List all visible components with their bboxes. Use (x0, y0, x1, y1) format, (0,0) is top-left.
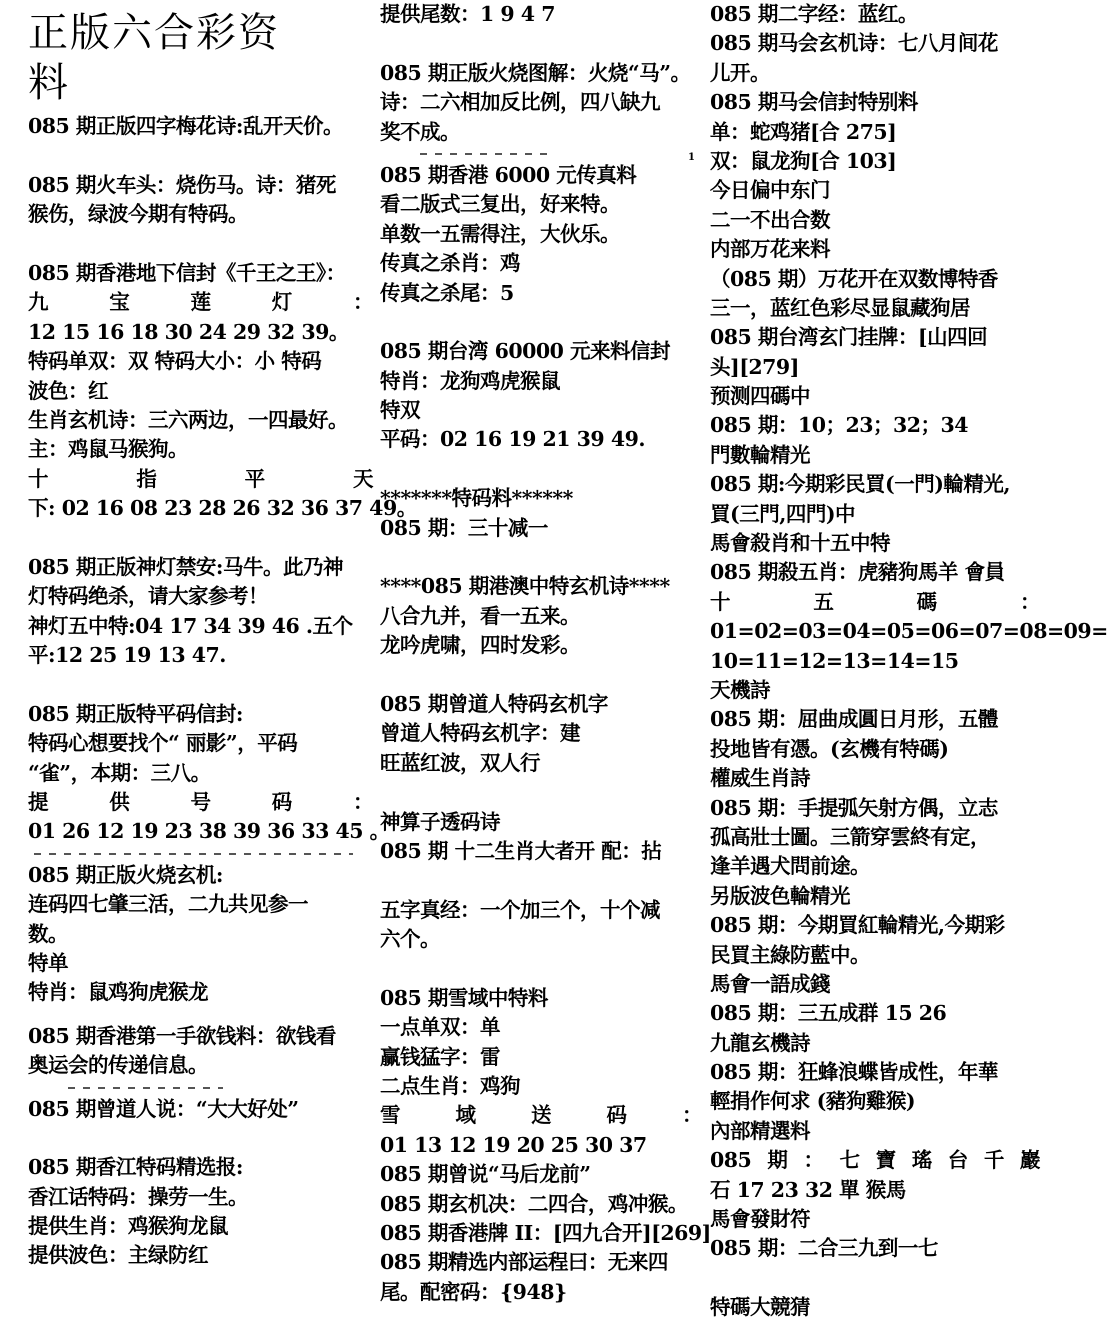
text-line: 特双 (380, 398, 420, 423)
text-line: 085 期 十二生肖大者开 配：拈 (380, 838, 662, 863)
stray-mark: 1 (688, 152, 695, 163)
text-line: 門數輪精光 (710, 442, 810, 467)
text-line: 特肖：龙狗鸡虎猴鼠 (380, 368, 560, 393)
text-line: 诗：二六相加反比例，四八缺九 (380, 90, 660, 115)
text-line: 馬會發財符 (710, 1207, 810, 1232)
spaced-line: 九 宝 莲 灯 ： (28, 290, 373, 315)
text-line: 085 期：二合三九到一七 (710, 1236, 938, 1261)
text-line: 085 期香港牌 II：[四九合开][269] (380, 1221, 711, 1246)
text-line: 085 期殺五肖：虎豬狗馬羊 會員 (710, 560, 1005, 585)
text-line: 预测四碼中 (710, 384, 810, 409)
text-line: 八合九并，看一五来。 (380, 603, 580, 628)
text-line: 085 期马会玄机诗：七八月间花 (710, 31, 998, 56)
text-line: 神灯五中特:04 17 34 39 46 .五个 (28, 613, 353, 638)
text-line: 輕捐作何求 (豬狗雞猴) (710, 1089, 916, 1114)
text-line: 馬會一語成錢 (710, 971, 830, 996)
spaced-line: 提 供 号 码 ： (28, 789, 373, 814)
text-line: 085 期曾道人说：“大大好处” (28, 1096, 299, 1121)
column-middle (380, 0, 711, 1307)
text-line: 连码四七肇三活，二九共见参一 (28, 892, 308, 917)
text-line: 下: 02 16 08 23 28 26 32 36 37 49。 (28, 496, 417, 521)
text-line: 085 期：三十减一 (380, 515, 548, 540)
text-line: 085 期火车头：烧伤马。诗：猪死 (28, 172, 336, 197)
scan-noise (380, 147, 702, 161)
text-line: 085 期二字经：蓝红。 (710, 2, 918, 26)
text-line: 085 期香江特码精选报: (28, 1155, 243, 1180)
text-line: 石 17 23 32 單 猴馬 (710, 1177, 906, 1202)
text-line: 馬會殺肖和十五中特 (710, 531, 890, 556)
text-line: 提供生肖：鸡猴狗龙鼠 (28, 1214, 228, 1239)
text-line: 085 期正版火烧图解：火烧“马”。 (380, 60, 691, 85)
text-line: 另版波色輪精光 (710, 883, 850, 908)
text-line: 五字真经：一个加三个，十个减 (380, 897, 660, 922)
text-line: ****085 期港澳中特玄机诗**** (380, 574, 670, 599)
text-line: 传真之杀肖：鸡 (380, 251, 520, 276)
text-line: 六个。 (380, 927, 440, 952)
page-title-line2: 料 (28, 60, 70, 106)
text-line: （085 期）万花开在双数博特香 (710, 266, 998, 291)
text-line: 085 期香港 6000 元传真料 (380, 162, 637, 187)
text-line: 内部万花来料 (710, 237, 830, 262)
text-line: 曾道人特码玄机字：建 (380, 721, 580, 746)
text-line: *******特码料****** (380, 486, 573, 511)
text-line: 赢钱猛字：雷 (380, 1044, 500, 1069)
text-line: 085 期马会信封特别料 (710, 90, 918, 115)
text-line: 085 期曾道人特码玄机字 (380, 691, 608, 716)
text-line: 085 期：屈曲成圓日月形，五體 (710, 707, 998, 732)
text-line: 平码：02 16 19 21 39 49. (380, 427, 645, 452)
text-line: 单数一五需得注，大伙乐。 (380, 221, 620, 246)
text-line: 085 期正版火烧玄机: (28, 862, 223, 887)
text-line: 数。 (28, 921, 68, 946)
text-line: 01 13 12 19 20 25 30 37 (380, 1132, 647, 1157)
text-line: 生肖玄机诗：三六两边，一四最好。 (28, 407, 348, 432)
text-line: 传真之杀尾：5 (380, 280, 514, 305)
text-line: 10=11=12=13=14=15 (710, 648, 959, 673)
text-line: 头][279] (710, 354, 799, 379)
text-line: 權威生肖詩 (710, 766, 810, 791)
text-line: 01=02=03=04=05=06=07=08=09= (710, 619, 1108, 644)
text-line: 085 期雪域中特料 (380, 985, 548, 1010)
page-title-line1: 正版六合彩资 (28, 10, 280, 56)
text-line: 085 期：10；23；32；34 (710, 413, 969, 438)
text-line: 01 26 12 19 23 38 39 36 33 45 。 (28, 819, 390, 844)
scan-noise (28, 847, 373, 861)
text-line: 內部精選料 (710, 1118, 810, 1143)
text-line: 085 期曾说“马后龙前” (380, 1162, 591, 1187)
text-line: 奥运会的传递信息。 (28, 1053, 208, 1078)
spaced-line: 十 五 碼 ： (710, 589, 1040, 614)
spaced-line: 085 期 ： 七 寶 瑤 台 千 巖 (710, 1148, 1040, 1173)
text-line: 平:12 25 19 13 47. (28, 643, 226, 668)
text-line: 085 期:今期彩民買(一門)輪精光, (710, 472, 1011, 497)
text-line: 085 期台湾 60000 元来料信封 (380, 339, 671, 364)
text-line: 龙吟虎啸，四时发彩。 (380, 633, 580, 658)
text-line: 085 期精选内部运程曰：无来四 (380, 1250, 668, 1275)
text-line: 085 期香港地下信封《千王之王》： (28, 260, 346, 285)
text-line: 灯特码绝杀，请大家参考！ (28, 584, 268, 609)
text-line: 今日偏中东门 (710, 178, 830, 203)
text-line: 投地皆有憑。(玄機有特碼) (710, 736, 949, 761)
text-line: 儿开。 (710, 60, 770, 85)
text-line: 085 期：今期買紅輪精光,今期彩 (710, 913, 1005, 938)
text-line: 单：蛇鸡猪[合 275] (710, 119, 897, 144)
text-line: 二一不出合数 (710, 207, 830, 232)
text-line: 085 期香港第一手欲钱料：欲钱看 (28, 1023, 336, 1048)
text-line: 神算子透码诗 (380, 809, 500, 834)
text-line: “雀”，本期：三八。 (28, 760, 211, 785)
text-line: 特碼大競猜 (710, 1295, 810, 1320)
text-line: 波色：红 (28, 378, 108, 403)
text-line: 尾。配密码：{948} (380, 1279, 567, 1304)
text-line: 085 期正版四字梅花诗:乱开天价。 (28, 114, 343, 138)
text-line: 買(三門,四門)中 (710, 501, 856, 526)
text-line: 逢羊遇犬問前途。 (710, 854, 870, 879)
text-line: 香江话特码：操劳一生。 (28, 1184, 248, 1209)
text-line: 双：鼠龙狗[合 103] (710, 148, 897, 173)
text-line: 特肖：鼠鸡狗虎猴龙 (28, 980, 208, 1005)
text-line: 085 期正版特平码信封: (28, 701, 243, 726)
text-line: 提供波色：主绿防红 (28, 1243, 208, 1268)
text-line: 提供尾数：1 9 4 7 (380, 2, 555, 26)
text-line: 天機詩 (710, 677, 770, 702)
spaced-line: 雪 域 送 码 ： (380, 1103, 702, 1128)
text-line: 看二版式三复出，好来特。 (380, 192, 620, 217)
text-line: 085 期台湾玄门挂牌：[山四回 (710, 325, 988, 350)
text-line: 民買主綠防藍中。 (710, 942, 870, 967)
text-line: 特单 (28, 950, 68, 975)
text-line: 一点单双：单 (380, 1015, 500, 1040)
text-line: 085 期：三五成群 15 26 (710, 1001, 947, 1026)
text-line: 主：鸡鼠马猴狗。 (28, 437, 188, 462)
text-line: 三一，蓝红色彩尽显鼠藏狗居 (710, 295, 970, 320)
text-line: 九龍玄機詩 (710, 1030, 810, 1055)
column-right (710, 0, 1108, 1323)
text-line: 085 期正版神灯禁安:马牛。此乃神 (28, 554, 343, 579)
spaced-line: 十 指 平 天 (28, 466, 373, 491)
text-line: 孤高壯士圖。三箭穿雲終有定， (710, 824, 990, 849)
text-line: 12 15 16 18 30 24 29 32 39。 (28, 319, 349, 344)
text-line: 猴伤，绿波今期有特码。 (28, 202, 248, 227)
text-line: 特码单双：双 特码大小：小 特码 (28, 349, 322, 374)
text-line: 085 期：狂蜂浪蝶皆成性，年華 (710, 1060, 998, 1085)
text-line: 085 期玄机决：二四合，鸡冲猴。 (380, 1191, 688, 1216)
text-line: 旺蓝红波，双人行 (380, 750, 540, 775)
scan-noise (28, 1081, 373, 1095)
text-line: 特码心想要找个“ 丽影”，平码 (28, 731, 298, 756)
text-line: 二点生肖：鸡狗 (380, 1074, 520, 1099)
text-line: 085 期：手提弧矢射方偶，立志 (710, 795, 998, 820)
text-line: 奖不成。 (380, 119, 460, 144)
